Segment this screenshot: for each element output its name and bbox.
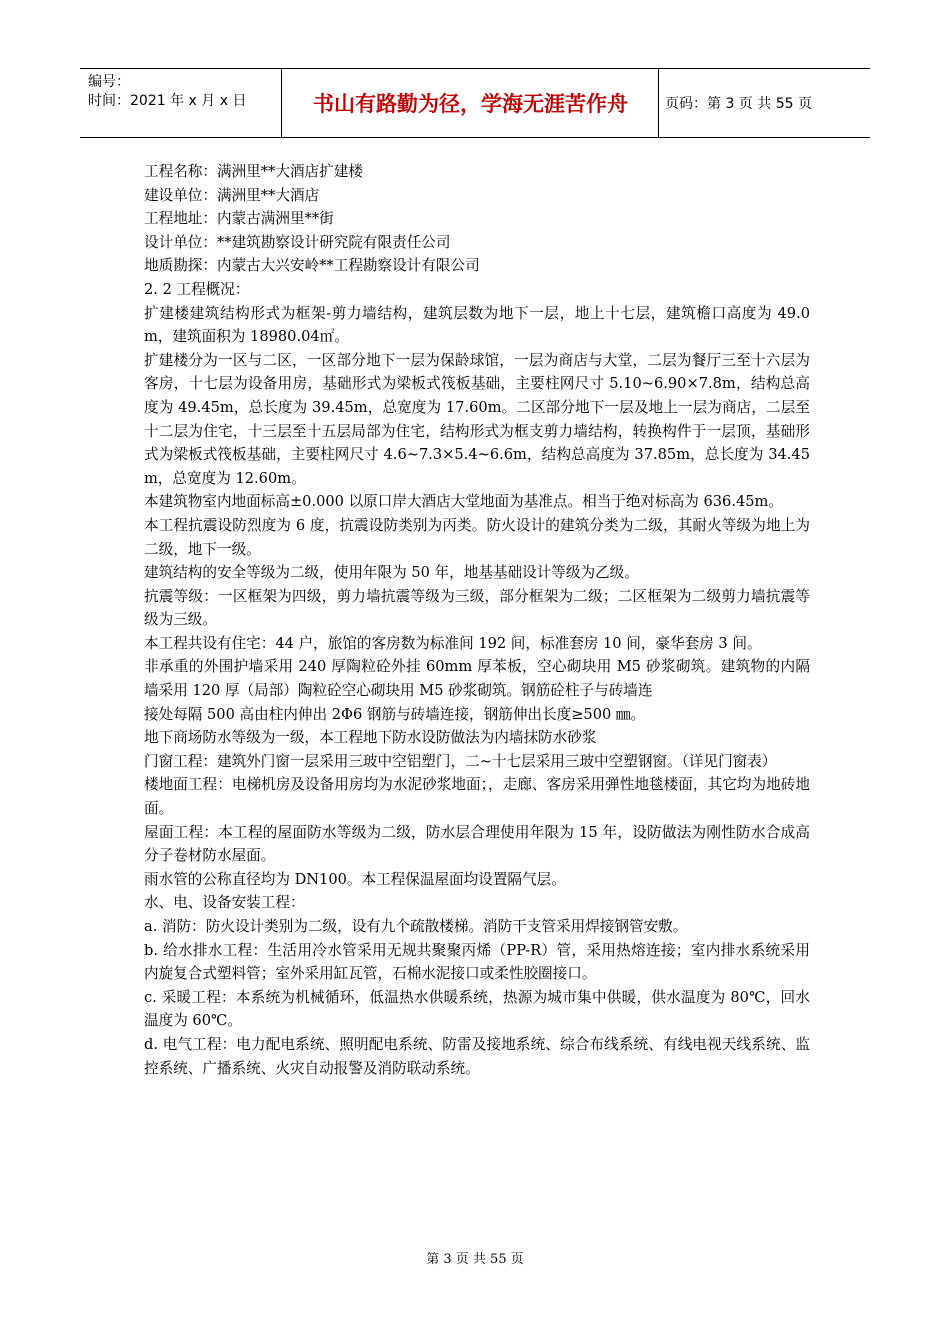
body-paragraph: 非承重的外围护墙采用 240 厚陶粒砼外挂 60mm 厚苯板，空心砌块用 M5 砂浆砌筑。建筑物的内隔墙采用 120 厚（局部）陶粒砼空心砌块用 M5 砂浆砌筑。钢筋砼柱子与砖墙连 [144,658,810,700]
body-paragraph: 地质勘探：内蒙古大兴安岭**工程勘察设计有限公司 [144,257,480,275]
body-paragraph: 设计单位：**建筑勘察设计研究院有限责任公司 [144,233,451,251]
body-paragraph: 地下商场防水等级为一级，本工程地下防水设防做法为内墙抹防水砂浆 [144,729,597,747]
body-paragraph: 雨水管的公称直径均为 DN100。本工程保温屋面均设置隔气层。 [144,870,566,888]
body-paragraph: 扩建楼建筑结构形式为框架-剪力墙结构，建筑层数为地下一层，地上十七层，建筑檐口高度为 49.0m，建筑面积为 18980.04㎡。 [144,304,810,346]
body-paragraph: 水、电、设备安装工程： [144,894,305,912]
page-header [80,68,870,138]
body-paragraph: 抗震等级：一区框架为四级，剪力墙抗震等级为三级，部分框架为二级；二区框架为二级剪力墙抗震等级为三级。 [144,587,810,629]
body-paragraph: 本工程抗震设防烈度为 6 度，抗震设防类别为丙类。防火设计的建筑分类为二级，其耐火等级为地上为二级，地下一级。 [144,516,810,558]
section-heading: 2. 2 工程概况： [144,280,250,298]
body-paragraph: 本建筑物室内地面标高±0.000 以原口岸大酒店大堂地面为基准点。相当于绝对标高为 636.45m。 [144,493,783,511]
body-paragraph: a. 消防：防火设计类别为二级，设有九个疏散楼梯。消防干支管采用焊接钢管安敷。 [144,918,688,935]
body-paragraph: d. 电气工程：电力配电系统、照明配电系统、防雷及接地系统、综合布线系统、有线电视天线系统、监控系统、广播系统、火灾自动报警及消防联动系统。 [144,1035,810,1077]
body-paragraph: 本工程共设有住宅：44 户，旅馆的客房数为标准间 192 间，标准套房 10 间，豪华套房 3 间。 [144,634,762,652]
body-paragraph: 工程名称：满洲里**大酒店扩建楼 [144,163,363,180]
body-paragraph: c. 采暖工程：本系统为机械循环，低温热水供暖系统，热源为城市集中供暖，供水温度为 80℃，回水温度为 60℃。 [144,988,810,1030]
body-paragraph: 楼地面工程：电梯机房及设备用房均为水泥砂浆地面；，走廊、客房采用弹性地毯楼面，其它均为地砖地面。 [144,776,810,818]
body-paragraph: 屋面工程：本工程的屋面防水等级为二级，防水层合理使用年限为 15 年，设防做法为刚性防水合成高分子卷材防水屋面。 [144,823,810,865]
body-paragraph: b. 给水排水工程：生活用冷水管采用无规共聚聚丙烯（PP-R）管，采用热熔连接；室内排水系统采用内旋复合式塑料管；室外采用缸瓦管，石棉水泥接口或柔性胶圈接口。 [144,941,810,983]
header-page-info: 页码：第 3 页 共 55 页 [665,96,812,112]
body-paragraph: 工程地址：内蒙古满洲里**街 [144,210,334,228]
document-number-label: 编号： [88,74,130,90]
body-paragraph: 门窗工程：建筑外门窗一层采用三玻中空铝塑门，二~十七层采用三玻中空塑钢窗。（详见门窗表） [144,752,777,770]
document-body [144,160,810,1080]
document-date: 时间：2021 年 x 月 x 日 [88,93,247,109]
header-motto: 书山有路勤为径，学海无涯苦作舟 [283,69,659,137]
page-footer: 第 3 页 共 55 页 [426,1252,524,1267]
body-paragraph: 建设单位：满洲里**大酒店 [144,186,320,204]
body-paragraph: 接处每隔 500 高由柱内伸出 2Φ6 钢筋与砖墙连接，钢筋伸出长度≥500 ㎜。 [144,705,646,723]
header-meta [80,69,282,137]
body-paragraph: 建筑结构的安全等级为二级，使用年限为 50 年，地基基础设计等级为乙级。 [144,564,639,582]
body-paragraph: 扩建楼分为一区与二区，一区部分地下一层为保龄球馆，一层为商店与大堂，二层为餐厅三至十六层为客房，十七层为设备用房，基础形式为梁板式筏板基础，主要柱网尺寸 5.10~6.90×7.8m，结构总高度为 49.45m，总长度为 39.45m，总宽度为 17.60m。二区部分地下一层及地上一层为商店，二层至十二层为住宅，十三层至十五层局部为住宅，结构形式为框支剪力墙结构，转换构件于一层顶，基础形式为梁板式筏板基础，主要柱网尺寸 4.6~7.3×5.4~6.6m，结构总高度为 37.85m，总长度为 34.45m，总宽度为 12.60m。 [144,351,810,487]
